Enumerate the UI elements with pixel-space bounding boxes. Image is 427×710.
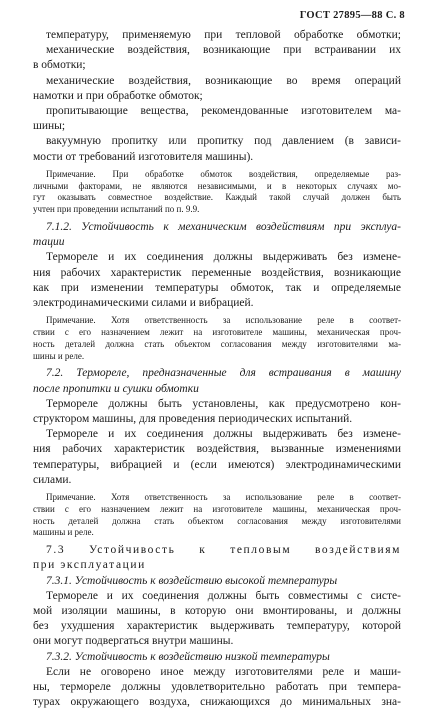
page-header: ГОСТ 27895—88 С. 8 [299,10,405,21]
text-line: пропитывающие вещества, рекомендованные изготовителем ма- [46,105,401,118]
text-line: они могут подвергаться внутри машины. [33,635,234,648]
note-line: ствии с его назначением лежит на изготовителе машины, механическая проч- [33,327,401,338]
note-line: ность деталей должна стать объектом согласования между изготовителями ма- [33,338,401,349]
section-heading [33,543,401,573]
text-line: температуры, вибрацией и (если имеются) электродинамическими [33,458,401,471]
list-item [33,104,401,134]
note [33,315,401,362]
text-line: Термореле и их соединения должны выдерживать без измене- [46,428,401,441]
note-line: личными факторами, не являются независимыми, и в некоторых случаях мо- [33,180,401,191]
text-line: в обмотки; [33,59,86,72]
heading-line: 7.3.1. Устойчивость к воздействию высокой температуры [46,574,338,587]
note-line: гут оказывать совместное воздействие. Каждый такой случай должен быть [33,192,401,203]
text-line: ния рабочих характеристик переменные воздействия, возникающие [33,266,401,279]
text-line: без ухудшения характеристик выдерживать температуру, которой [33,620,401,633]
note-line: Примечание. При обработке обмоток воздействия, определяемые раз- [46,168,401,179]
list-item [33,28,401,74]
paragraph [33,589,401,650]
note-line: учтен при проведении испытаний по п. 9.9. [33,204,200,215]
note [33,492,401,539]
text-line: мой изоляции машины, в которую они вмонтированы, и должны [33,605,401,618]
subsection-heading [33,650,401,665]
text-line: температуру, применяемую при тепловой обработке обмотки; [46,29,401,41]
text-line: мости от требований изготовителя машины). [33,150,254,163]
page-content [33,28,401,710]
heading-line: тации [33,236,65,249]
text-line: силами. [33,473,72,486]
heading-line: 7.3 Устойчивость к тепловым воздействиям [46,544,401,557]
text-line: ния рабочих характеристик воздействия, вызванные изменениями [33,443,401,456]
text-line: электродинамическими силами и вибрацией. [33,297,254,310]
heading-line: 7.1.2. Устойчивость к механическим воздействиям при эксплуа- [46,221,401,234]
text-line: Термореле и их соединения должны выдерживать без измене- [46,251,401,264]
note [33,169,401,216]
list-item [33,74,401,104]
note-line: ность деталей должна стать объектом согласования между изготовителями [33,515,401,526]
note-line: шины и реле. [33,350,85,361]
list-item [33,134,401,164]
text-line: как при изменении температуры обмоток, так и определяемые [33,281,401,294]
text-line: Если не оговорено иное между изготовителями реле и маши- [46,665,401,678]
text-line: Термореле должны быть установлены, как предусмотрено кон- [46,397,401,410]
text-line: шины; [33,120,66,133]
section-heading [33,366,401,396]
note-line: Примечание. Хотя ответственность за использование реле в соответ- [46,315,401,326]
heading-line: при эксплуатации [33,559,146,572]
heading-line: 7.2. Термореле, предназначенные для встраивания в машину [46,367,401,380]
text-line: Термореле и их соединения должны быть совместимы с систе- [46,589,401,602]
text-line: вакуумную пропитку или пропитку под давлением (в зависи- [46,135,401,148]
text-line: механические воздействия, возникающие во время операций [46,74,401,87]
paragraph [33,427,401,488]
heading-line: 7.3.2. Устойчивость к воздействию низкой температуры [46,650,330,663]
text-line: турах окружающего воздуха, снижающихся до минимальных зна- [33,696,401,709]
text-line: ны, термореле должны удовлетворительно работать при темпера- [33,681,401,694]
subsection-heading [33,574,401,589]
paragraph [33,250,401,311]
heading-line: после пропитки и сушки обмотки [33,382,199,395]
paragraph [33,397,401,427]
paragraph [33,665,401,710]
text-line: структором машины, для проведения периодических испытаний. [33,413,353,426]
note-line: ствии с его назначением лежит на изготовителе машины, механическая проч- [33,503,401,514]
note-line: машины и реле. [33,527,94,538]
note-line: Примечание. Хотя ответственность за использование реле в соответ- [46,492,401,503]
section-heading [33,220,401,250]
text-line: намотки и при обработке обмоток; [33,89,203,102]
text-line: механические воздействия, возникающие при встраивании их [46,44,401,57]
